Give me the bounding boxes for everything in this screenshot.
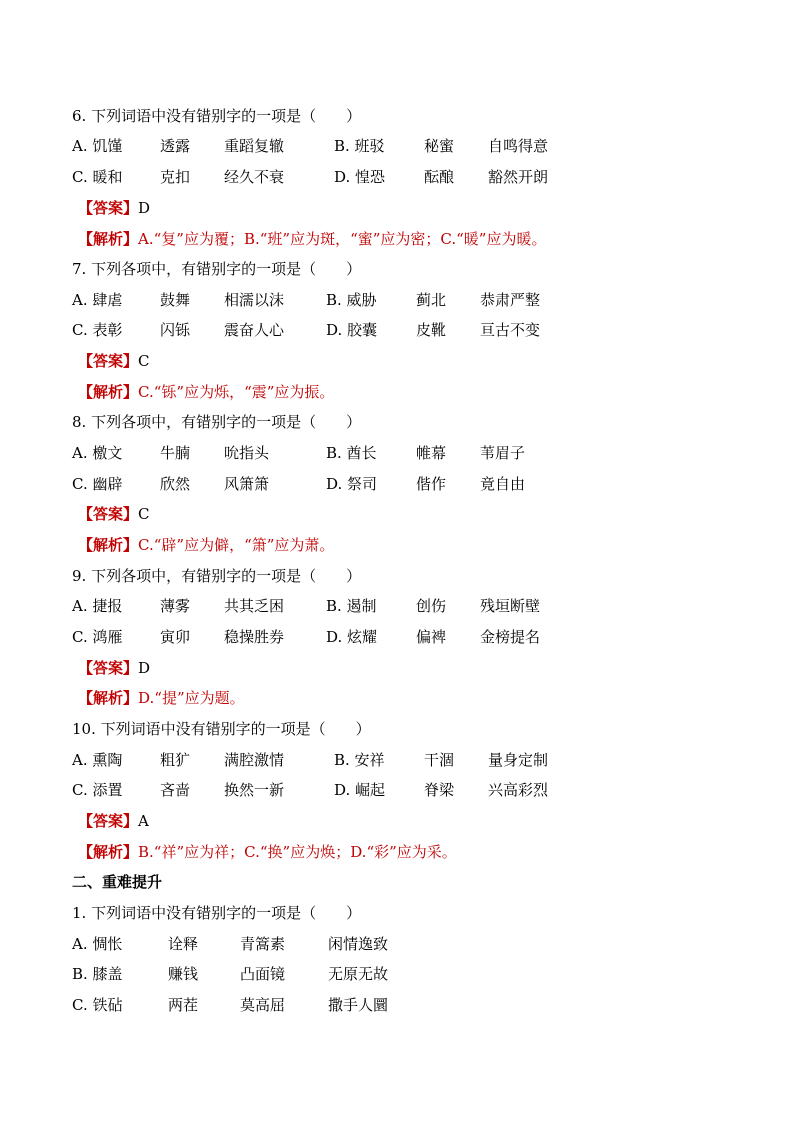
option-c: C. 表彰	[72, 321, 123, 339]
option-b: B. 班驳	[334, 137, 385, 155]
option-b: B. 威胁	[326, 291, 377, 309]
question-8-answer: 【答案】C	[78, 505, 150, 523]
word: 量身定制	[488, 751, 549, 769]
word: 牛腩	[160, 444, 191, 462]
option-d: D. 惶恐	[334, 168, 386, 186]
word: 干涸	[424, 751, 455, 769]
question-8-analysis: 【解析】C.“辟”应为僻，“箫”应为萧。	[78, 536, 335, 554]
word: 欣然	[160, 475, 191, 493]
word: 吮指头	[224, 444, 270, 462]
question-9-stem: 9. 下列各项中，有错别字的一项是（ ）	[72, 567, 362, 585]
option-a: A. 肆虐	[72, 291, 123, 309]
word: 恭肃严整	[480, 291, 541, 309]
word: 撒手人圜	[328, 996, 389, 1014]
question-8-stem: 8. 下列各项中，有错别字的一项是（ ）	[72, 413, 362, 431]
word: 寅卯	[160, 628, 191, 646]
word: 金榜提名	[480, 628, 541, 646]
word: 满腔激情	[224, 751, 285, 769]
section-2-question-1-stem: 1. 下列词语中没有错别字的一项是（ ）	[72, 904, 362, 922]
option-b: B. 遏制	[326, 597, 377, 615]
word: 蓟北	[416, 291, 447, 309]
question-7-stem: 7. 下列各项中，有错别字的一项是（ ）	[72, 260, 362, 278]
question-7-answer: 【答案】C	[78, 352, 150, 370]
word: 闪铄	[160, 321, 191, 339]
word: 赚钱	[168, 965, 199, 983]
word: 鼓舞	[160, 291, 191, 309]
option-d: D. 崛起	[334, 781, 386, 799]
question-6-answer: 【答案】D	[78, 199, 151, 217]
option-c: C. 暖和	[72, 168, 123, 186]
question-6-stem: 6. 下列词语中没有错别字的一项是（ ）	[72, 107, 362, 125]
word: 竟自由	[480, 475, 526, 493]
word: 帷幕	[416, 444, 447, 462]
word: 诠释	[168, 935, 199, 953]
word: 亘古不变	[480, 321, 541, 339]
option-c: C. 添置	[72, 781, 123, 799]
word: 粗犷	[160, 751, 191, 769]
word: 酝酿	[424, 168, 455, 186]
word: 莫高屈	[240, 996, 286, 1014]
word: 残垣断壁	[480, 597, 541, 615]
option-b: B. 酋长	[326, 444, 377, 462]
question-9-analysis: 【解析】D.“提”应为题。	[78, 689, 245, 707]
word: 秘蜜	[424, 137, 455, 155]
word: 两茬	[168, 996, 199, 1014]
word: 脊梁	[424, 781, 455, 799]
word: 自鸣得意	[488, 137, 549, 155]
option-a: A. 饥馑	[72, 137, 123, 155]
word: 皮靴	[416, 321, 447, 339]
word: 震奋人心	[224, 321, 285, 339]
option-c: C. 幽辟	[72, 475, 123, 493]
option-c: C. 铁砧	[72, 996, 123, 1014]
word: 共其乏困	[224, 597, 285, 615]
option-d: D. 祭司	[326, 475, 378, 493]
word: 风箫箫	[224, 475, 270, 493]
word: 克扣	[160, 168, 191, 186]
word: 经久不衰	[224, 168, 285, 186]
section-heading: 二、重难提升	[72, 873, 163, 891]
word: 偏裨	[416, 628, 447, 646]
word: 偕作	[416, 475, 447, 493]
word: 吝啬	[160, 781, 191, 799]
question-10-analysis: 【解析】B.“祥”应为祥；C.“换”应为焕；D.“彩”应为采。	[78, 843, 457, 861]
word: 青篙素	[240, 935, 286, 953]
word: 无原无故	[328, 965, 389, 983]
option-a: A. 捷报	[72, 597, 123, 615]
word: 闲情逸致	[328, 935, 389, 953]
word: 透露	[160, 137, 191, 155]
question-7-analysis: 【解析】C.“铄”应为烁，“震”应为振。	[78, 383, 335, 401]
option-a: A. 熏陶	[72, 751, 123, 769]
word: 凸面镜	[240, 965, 286, 983]
option-b: B. 安祥	[334, 751, 385, 769]
option-c: C. 鸿雁	[72, 628, 123, 646]
word: 豁然开朗	[488, 168, 549, 186]
option-a: A. 檄文	[72, 444, 123, 462]
word: 兴高彩烈	[488, 781, 549, 799]
question-10-answer: 【答案】A	[78, 812, 149, 830]
option-b: B. 膝盖	[72, 965, 123, 983]
word: 创伤	[416, 597, 447, 615]
question-10-stem: 10. 下列词语中没有错别字的一项是（ ）	[72, 720, 371, 738]
option-d: D. 胶囊	[326, 321, 378, 339]
word: 重蹈复辙	[224, 137, 285, 155]
word: 稳操胜券	[224, 628, 285, 646]
question-6-analysis: 【解析】A.“复”应为覆；B.“班”应为斑，“蜜”应为密；C.“暖”应为暖。	[78, 230, 547, 248]
word: 换然一新	[224, 781, 285, 799]
question-9-answer: 【答案】D	[78, 659, 151, 677]
option-d: D. 炫耀	[326, 628, 378, 646]
word: 苇眉子	[480, 444, 526, 462]
option-a: A. 惆怅	[72, 935, 123, 953]
word: 薄雾	[160, 597, 191, 615]
word: 相濡以沫	[224, 291, 285, 309]
